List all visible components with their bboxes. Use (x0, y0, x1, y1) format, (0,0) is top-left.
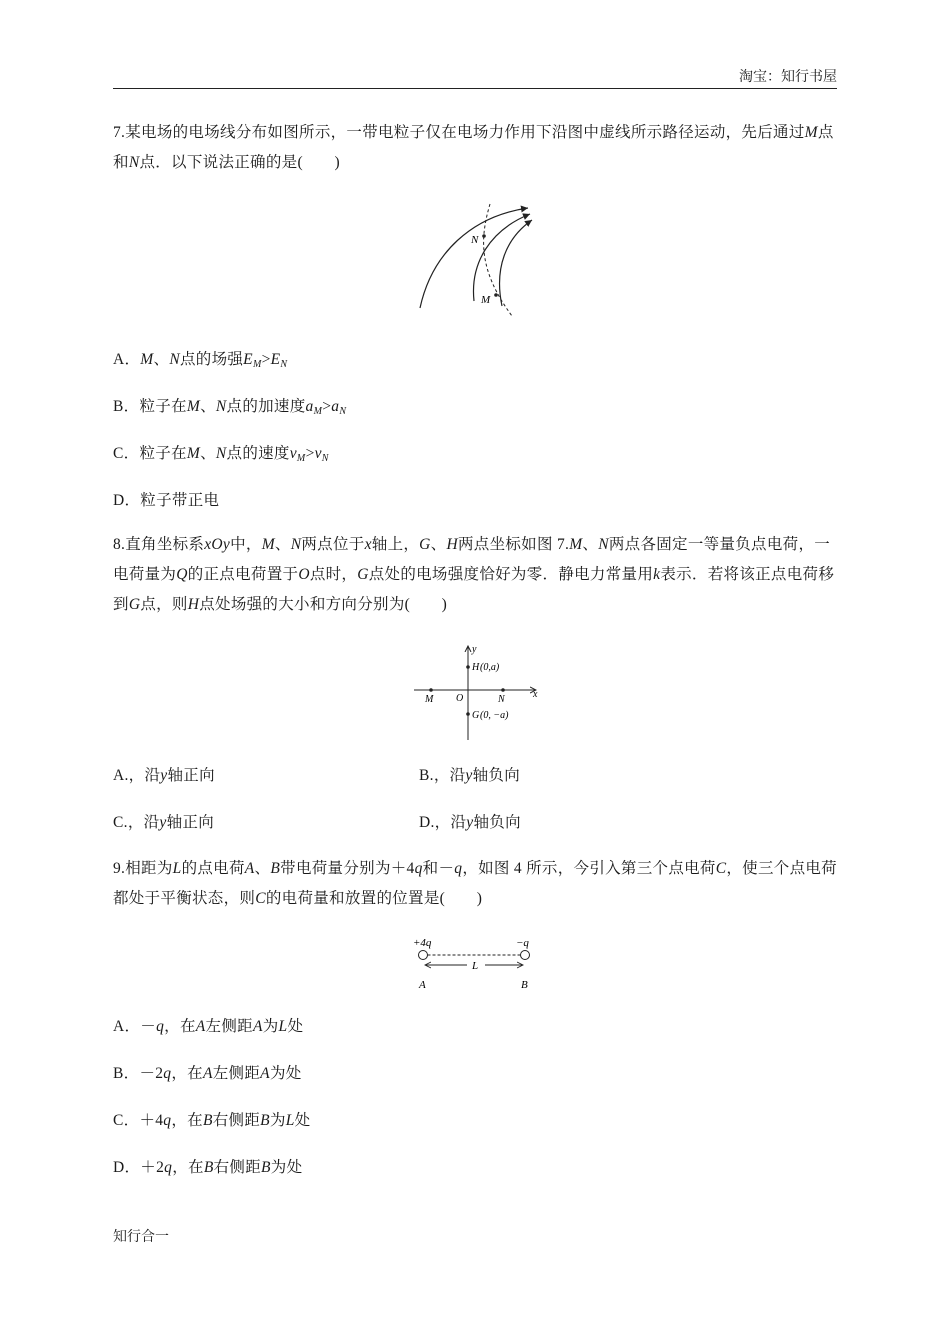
charge-a (419, 951, 428, 960)
q8-option-d[interactable]: D.，沿y轴负向 (419, 814, 521, 831)
q8-option-a[interactable]: A.，沿y轴正向 (113, 767, 215, 784)
point-n-dot (482, 234, 486, 238)
point-n-dot (501, 688, 505, 692)
label-plus4q: +4q (413, 937, 432, 949)
label-l: L (472, 960, 479, 972)
q7-option-b[interactable]: B．粒子在M、N点的加速度$a_M>a_N$ (113, 398, 347, 417)
point-g-dot (466, 712, 470, 716)
q9-option-d[interactable]: D．＋2q，在B右侧距B为处 (113, 1159, 303, 1176)
point-m-dot (494, 293, 498, 297)
field-line-2 (473, 214, 530, 301)
q8-option-b[interactable]: B.，沿y轴负向 (419, 767, 521, 784)
label-minusq: −q (516, 937, 529, 949)
q9-option-a[interactable]: A．－q，在A左侧距A为L处 (113, 1018, 304, 1035)
point-m-dot (429, 688, 433, 692)
label-o: O (456, 693, 464, 704)
label-b: B (521, 979, 528, 991)
footer-text: 知行合一 (113, 1228, 169, 1244)
header-divider (113, 88, 837, 89)
label-g-coord: (0, −a) (480, 710, 509, 721)
q8-option-c[interactable]: C.，沿y轴正向 (113, 814, 215, 831)
point-h-dot (466, 665, 470, 669)
q7-option-d[interactable]: D．粒子带正电 (113, 492, 220, 509)
question-7-stem: 7.某电场的电场线分布如图所示，一带电粒子仅在电场力作用下沿图中虚线所示路径运动，先后通过M点和N点．以下说法正确的是( ) (113, 124, 834, 171)
label-g: G (472, 710, 480, 721)
header-text: 淘宝：知行书屋 (739, 68, 837, 84)
q9-charges-figure (405, 930, 545, 995)
label-a: A (419, 979, 426, 991)
question-8-stem: 8.直角坐标系xOy中，M、N两点位于x轴上，G、H两点坐标如图 7.M、N两点各固定一等量负点电荷，一电荷量为Q的正点电荷置于O点时，G点处的电场强度恰好为零．静电力常量用k表示．若将该正点电荷移到G点，则H点处场强的大小和方向分别为( ) (113, 536, 835, 613)
label-n: N (498, 694, 505, 705)
label-m: M (425, 694, 434, 705)
x-axis-label: x (533, 689, 538, 700)
q8-coordinate-figure (410, 640, 550, 745)
question-9-stem: 9.相距为L的点电荷A、B带电荷量分别为＋4q和－q，如图 4 所示，今引入第三个点电荷C，使三个点电荷都处于平衡状态，则C的电荷量和放置的位置是( ) (113, 860, 837, 907)
charge-b (521, 951, 530, 960)
q7-option-a[interactable]: A．M、N点的场强$E_M>E_N$ (113, 351, 288, 370)
q7-option-c[interactable]: C．粒子在M、N点的速度$v_M>v_N$ (113, 445, 329, 464)
label-h: H (472, 662, 480, 673)
label-n: N (471, 234, 479, 246)
q9-option-b[interactable]: B．－2q，在A左侧距A为处 (113, 1065, 302, 1082)
field-line-3 (500, 220, 532, 306)
label-m: M (481, 294, 491, 306)
q9-option-c[interactable]: C．＋4q，在B右侧距B为L处 (113, 1112, 311, 1129)
q7-field-figure (410, 198, 540, 323)
y-axis-label: y (472, 644, 477, 655)
label-h-coord: (0,a) (480, 662, 500, 673)
